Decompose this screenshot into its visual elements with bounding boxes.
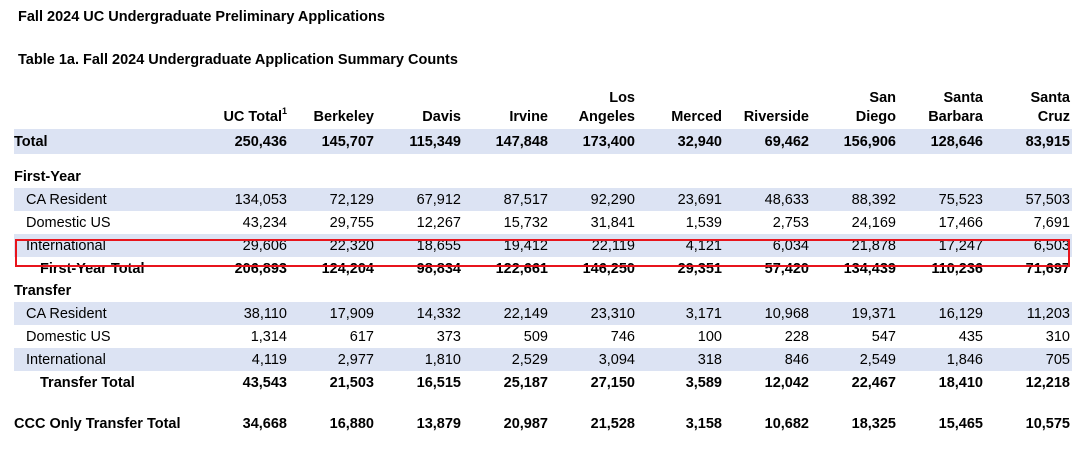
column-header	[985, 86, 1072, 129]
table-title: Table 1a. Fall 2024 Undergraduate Application Summary Counts	[18, 52, 458, 68]
application-summary-table	[14, 86, 1072, 435]
transfer-total-row	[14, 371, 1072, 394]
value-cell: 75,523	[898, 188, 985, 211]
value-cell: 10,682	[764, 415, 809, 432]
row-label: Transfer Total	[40, 374, 135, 391]
value-cell: 57,420	[764, 260, 809, 277]
value-cell: 23,310	[550, 302, 637, 325]
value-cell: 17,909	[289, 302, 376, 325]
value-cell: 20,987	[503, 415, 548, 432]
column-header-line2: Riverside	[743, 109, 809, 125]
value-cell: 22,119	[550, 234, 637, 257]
value-cell: 509	[523, 328, 548, 345]
column-header-line1: Santa	[943, 90, 983, 106]
value-cell: 18,325	[851, 415, 896, 432]
value-cell: 1,314	[250, 328, 287, 345]
value-cell: 100	[697, 328, 722, 345]
value-cell: 3,158	[685, 415, 722, 432]
column-header-line1: Santa	[1030, 90, 1070, 106]
value-cell: 48,633	[724, 188, 811, 211]
row-label: First-Year Total	[40, 260, 145, 277]
value-cell: 92,290	[550, 188, 637, 211]
value-cell: 1,846	[898, 348, 985, 371]
value-cell: 29,606	[202, 234, 289, 257]
column-header-line2: Davis	[422, 109, 461, 125]
value-cell: 115,349	[376, 129, 463, 154]
section-heading: Transfer	[14, 283, 72, 299]
value-cell: 228	[784, 328, 809, 345]
column-header-line2: UC Total	[223, 109, 282, 125]
value-cell: 134,439	[843, 260, 896, 277]
value-cell: 16,880	[329, 415, 374, 432]
value-cell: 1,810	[376, 348, 463, 371]
column-header	[376, 86, 463, 129]
value-cell: 547	[871, 328, 896, 345]
value-cell: 21,503	[329, 374, 374, 391]
value-cell: 19,371	[811, 302, 898, 325]
value-cell: 57,503	[985, 188, 1072, 211]
value-cell: 705	[985, 348, 1072, 371]
row-label: International	[14, 234, 202, 257]
column-header-line1: Los	[609, 90, 635, 106]
value-cell: 3,094	[550, 348, 637, 371]
column-header	[550, 86, 637, 129]
value-cell: 67,912	[376, 188, 463, 211]
column-header-line2: Angeles	[578, 109, 635, 125]
column-header-line2: Irvine	[509, 109, 548, 125]
section-heading: First-Year	[14, 169, 81, 185]
value-cell: 21,878	[811, 234, 898, 257]
value-cell: 32,940	[637, 129, 724, 154]
column-header	[811, 86, 898, 129]
column-header-line1: San	[869, 90, 896, 106]
value-cell: 14,332	[376, 302, 463, 325]
value-cell: 10,575	[1025, 415, 1070, 432]
value-cell: 3,589	[685, 374, 722, 391]
total-row	[14, 129, 1072, 154]
value-cell: 4,121	[637, 234, 724, 257]
value-cell: 43,234	[242, 214, 287, 231]
value-cell: 250,436	[202, 129, 289, 154]
value-cell: 22,467	[851, 374, 896, 391]
value-cell: 27,150	[590, 374, 635, 391]
column-header	[898, 86, 985, 129]
value-cell: 2,529	[463, 348, 550, 371]
value-cell: 318	[637, 348, 724, 371]
value-cell: 12,267	[416, 214, 461, 231]
page-title: Fall 2024 UC Undergraduate Preliminary Applications	[18, 9, 385, 25]
value-cell: 846	[724, 348, 811, 371]
value-cell: 72,129	[289, 188, 376, 211]
first-year-row	[14, 211, 1072, 234]
transfer-row	[14, 302, 1072, 325]
value-cell: 13,879	[416, 415, 461, 432]
row-label: Total	[14, 129, 202, 154]
column-header-line2: Barbara	[928, 109, 983, 125]
value-cell: 34,668	[242, 415, 287, 432]
value-cell: 134,053	[202, 188, 289, 211]
value-cell: 6,503	[985, 234, 1072, 257]
row-label: CA Resident	[14, 188, 202, 211]
spacer-cell	[14, 154, 1072, 166]
value-cell: 22,149	[463, 302, 550, 325]
value-cell: 21,528	[590, 415, 635, 432]
value-cell: 128,646	[898, 129, 985, 154]
value-cell: 12,042	[764, 374, 809, 391]
row-label: Domestic US	[26, 328, 111, 345]
value-cell: 373	[436, 328, 461, 345]
value-cell: 17,466	[938, 214, 983, 231]
transfer-row	[14, 348, 1072, 371]
column-header	[724, 86, 811, 129]
transfer-row	[14, 325, 1072, 348]
column-header-line2: Cruz	[1037, 109, 1070, 125]
value-cell: 110,236	[931, 260, 983, 277]
value-cell: 2,549	[811, 348, 898, 371]
value-cell: 12,218	[1025, 374, 1070, 391]
value-cell: 310	[1045, 328, 1070, 345]
value-cell: 19,412	[463, 234, 550, 257]
first-year-total-row	[14, 257, 1072, 280]
column-header	[202, 86, 289, 129]
value-cell: 156,906	[811, 129, 898, 154]
value-cell: 173,400	[550, 129, 637, 154]
value-cell: 122,661	[495, 260, 548, 277]
row-label: CCC Only Transfer Total	[14, 415, 181, 432]
value-cell: 4,119	[202, 348, 289, 371]
footnote-marker: 1	[281, 106, 287, 116]
spacer-row	[14, 154, 1072, 166]
value-cell: 145,707	[289, 129, 376, 154]
value-cell: 617	[349, 328, 374, 345]
value-cell: 15,465	[938, 415, 983, 432]
value-cell: 746	[610, 328, 635, 345]
column-header	[637, 86, 724, 129]
value-cell: 18,655	[376, 234, 463, 257]
spacer-cell	[14, 394, 1072, 412]
value-cell: 147,848	[463, 129, 550, 154]
value-cell: 7,691	[1033, 214, 1070, 231]
header-label-cell	[14, 86, 202, 129]
value-cell: 83,915	[985, 129, 1072, 154]
first-year-row	[14, 188, 1072, 211]
value-cell: 2,977	[289, 348, 376, 371]
value-cell: 43,543	[242, 374, 287, 391]
value-cell: 23,691	[637, 188, 724, 211]
value-cell: 71,697	[1025, 260, 1070, 277]
value-cell: 1,539	[685, 214, 722, 231]
value-cell: 11,203	[985, 302, 1072, 325]
value-cell: 6,034	[724, 234, 811, 257]
value-cell: 24,169	[851, 214, 896, 231]
column-header-line2: Merced	[671, 109, 722, 125]
value-cell: 87,517	[463, 188, 550, 211]
value-cell: 29,755	[329, 214, 374, 231]
first-year-row	[14, 234, 1072, 257]
value-cell: 98,834	[416, 260, 461, 277]
value-cell: 29,351	[677, 260, 722, 277]
column-header	[289, 86, 376, 129]
section-heading-row	[14, 166, 1072, 188]
value-cell: 10,968	[724, 302, 811, 325]
value-cell: 88,392	[811, 188, 898, 211]
value-cell: 25,187	[503, 374, 548, 391]
row-label: International	[14, 348, 202, 371]
header-row	[14, 86, 1072, 129]
value-cell: 146,250	[582, 260, 635, 277]
value-cell: 3,171	[637, 302, 724, 325]
value-cell: 16,129	[898, 302, 985, 325]
value-cell: 31,841	[590, 214, 635, 231]
value-cell: 69,462	[724, 129, 811, 154]
column-header-line2: Diego	[855, 109, 896, 125]
value-cell: 15,732	[503, 214, 548, 231]
value-cell: 16,515	[416, 374, 461, 391]
row-label: Domestic US	[26, 214, 111, 231]
value-cell: 22,320	[289, 234, 376, 257]
value-cell: 17,247	[898, 234, 985, 257]
spacer-row	[14, 394, 1072, 412]
section-heading-row	[14, 280, 1072, 302]
column-header-line2: Berkeley	[313, 109, 374, 125]
ccc-transfer-total-row	[14, 412, 1072, 435]
row-label: CA Resident	[14, 302, 202, 325]
value-cell: 18,410	[938, 374, 983, 391]
column-header	[463, 86, 550, 129]
value-cell: 38,110	[202, 302, 289, 325]
value-cell: 435	[958, 328, 983, 345]
value-cell: 206,893	[234, 260, 287, 277]
value-cell: 124,204	[321, 260, 374, 277]
value-cell: 2,753	[772, 214, 809, 231]
